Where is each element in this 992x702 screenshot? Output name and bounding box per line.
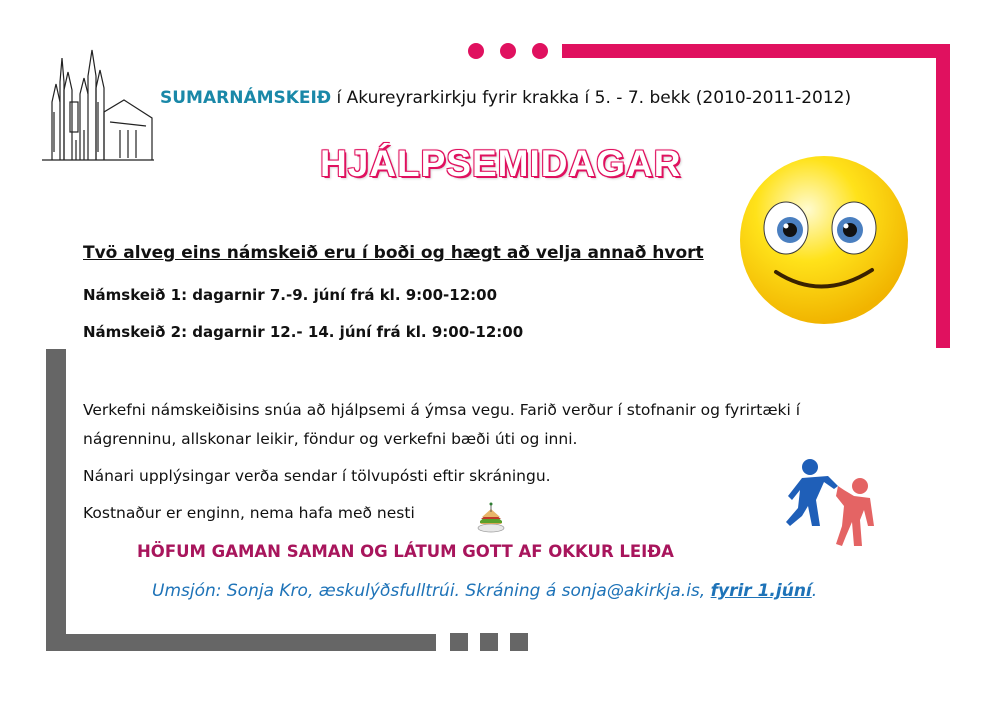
- church-icon: [40, 42, 156, 164]
- deadline-link[interactable]: fyrir 1.júní: [710, 581, 812, 601]
- course-item: Námskeið 1: dagarnir 7.-9. júní frá kl. 9:00-12:00: [83, 286, 498, 304]
- body-text: Verkefni námskeiðisins snúa að hjálpsemi á ýmsa vegu. Farið verður í stofnanir og fyrirtæki í: [83, 401, 801, 419]
- frame-pink-top: [562, 44, 950, 58]
- contact-end: .: [811, 581, 818, 601]
- smiley-icon: [738, 154, 910, 326]
- frame-gray-left: [46, 349, 66, 651]
- program-name: SUMARNÁMSKEIÐ: [160, 88, 332, 108]
- motto: HÖFUM GAMAN SAMAN OG LÁTUM GOTT AF OKKUR LEIÐA: [137, 542, 674, 561]
- body-text: Kostnaður er enginn, nema hafa með nesti: [83, 504, 415, 522]
- contact-text: Umsjón: Sonja Kro, æskulýðsfulltrúi. Skráning á sonja@akirkja.is,: [152, 581, 711, 601]
- body-text: nágrenninu, allskonar leikir, föndur og verkefni bæði úti og inni.: [83, 430, 578, 448]
- frame-square: [450, 633, 468, 651]
- frame-gray-bottom: [46, 634, 436, 651]
- course-item: Námskeið 2: dagarnir 12.- 14. júní frá kl. 9:00-12:00: [83, 323, 524, 341]
- header-line: [160, 88, 851, 108]
- frame-pink-right: [936, 44, 950, 348]
- frame-dot: [468, 43, 484, 59]
- frame-square: [510, 633, 528, 651]
- contact-line: [152, 581, 817, 601]
- helping-hand-icon: [782, 456, 882, 550]
- frame-square: [480, 633, 498, 651]
- subtitle: Tvö alveg eins námskeið eru í boði og hægt að velja annað hvort: [83, 243, 704, 263]
- frame-dot: [532, 43, 548, 59]
- program-description: í Akureyrarkirkju fyrir krakka í 5. - 7. bekk (2010-2011-2012): [331, 88, 852, 108]
- body-text: Nánari upplýsingar verða sendar í tölvupósti eftir skráningu.: [83, 467, 551, 485]
- frame-dot: [500, 43, 516, 59]
- sandwich-icon: [476, 502, 506, 534]
- page-title: HJÁLPSEMIDAGAR: [320, 143, 682, 184]
